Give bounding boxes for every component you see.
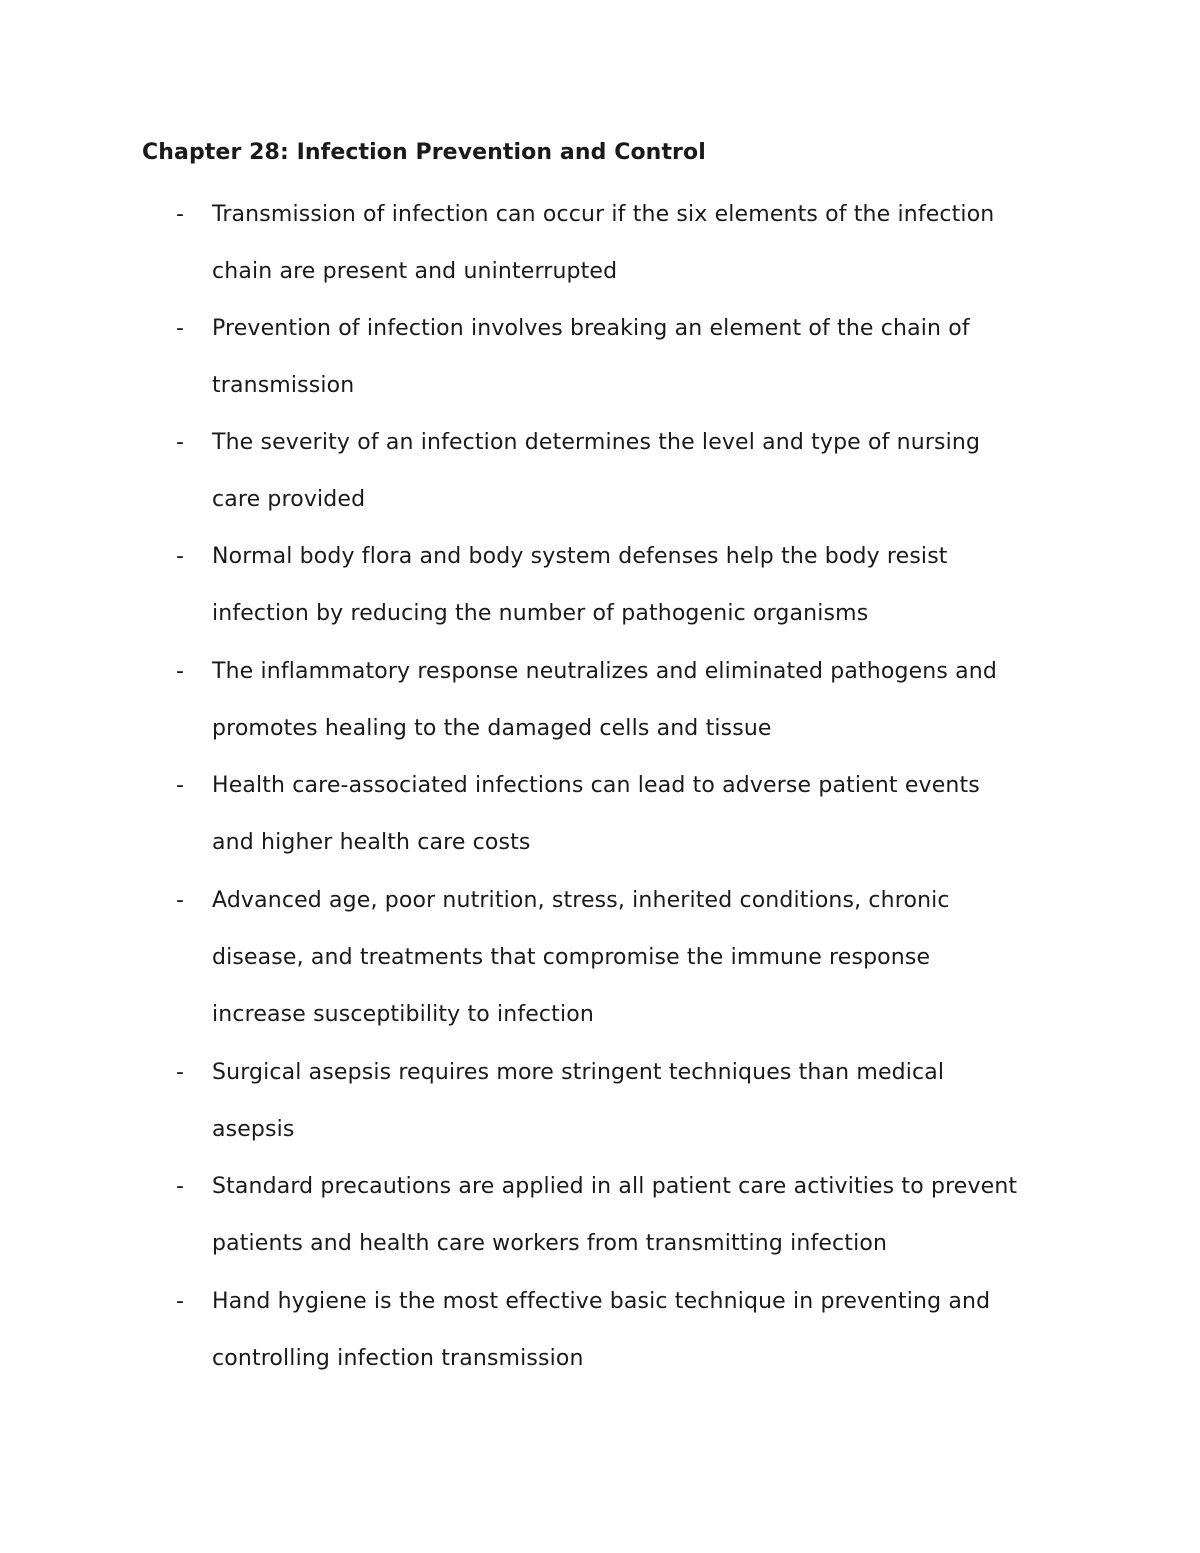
bullet-dash: - — [176, 544, 184, 569]
list-item-text: Advanced age, poor nutrition, stress, inherited conditions, chronic — [212, 888, 950, 913]
list-item-text: promotes healing to the damaged cells and tissue — [212, 716, 772, 741]
list-item-text: The inflammatory response neutralizes and eliminated pathogens and — [212, 659, 997, 684]
list-item-text: disease, and treatments that compromise the immune response — [212, 945, 931, 970]
list-item-text: care provided — [212, 487, 366, 512]
bullet-dash: - — [176, 202, 184, 227]
list-item-text: asepsis — [212, 1117, 295, 1142]
list-item-text: and higher health care costs — [212, 830, 531, 855]
page-title: Chapter 28: Infection Prevention and Control — [142, 140, 706, 165]
list-item-text: infection by reducing the number of pathogenic organisms — [212, 601, 869, 626]
list-item-text: increase susceptibility to infection — [212, 1002, 594, 1027]
bullet-dash: - — [176, 430, 184, 455]
list-item-text: chain are present and uninterrupted — [212, 259, 618, 284]
bullet-dash: - — [176, 1060, 184, 1085]
list-item-text: Hand hygiene is the most effective basic technique in preventing and — [212, 1289, 991, 1314]
bullet-dash: - — [176, 1174, 184, 1199]
list-item-text: Standard precautions are applied in all patient care activities to prevent — [212, 1174, 1018, 1199]
list-item-text: patients and health care workers from transmitting infection — [212, 1231, 888, 1256]
list-item-text: Transmission of infection can occur if the six elements of the infection — [212, 202, 995, 227]
bullet-dash: - — [176, 316, 184, 341]
bullet-dash: - — [176, 1289, 184, 1314]
list-item-text: The severity of an infection determines the level and type of nursing — [212, 430, 981, 455]
list-item-text: transmission — [212, 373, 355, 398]
list-item-text: Health care-associated infections can lead to adverse patient events — [212, 773, 980, 798]
list-item-text: controlling infection transmission — [212, 1346, 584, 1371]
list-item-text: Normal body flora and body system defenses help the body resist — [212, 544, 948, 569]
list-item-text: Surgical asepsis requires more stringent techniques than medical — [212, 1060, 945, 1085]
bullet-dash: - — [176, 659, 184, 684]
bullet-dash: - — [176, 888, 184, 913]
list-item-text: Prevention of infection involves breaking an element of the chain of — [212, 316, 970, 341]
bullet-dash: - — [176, 773, 184, 798]
